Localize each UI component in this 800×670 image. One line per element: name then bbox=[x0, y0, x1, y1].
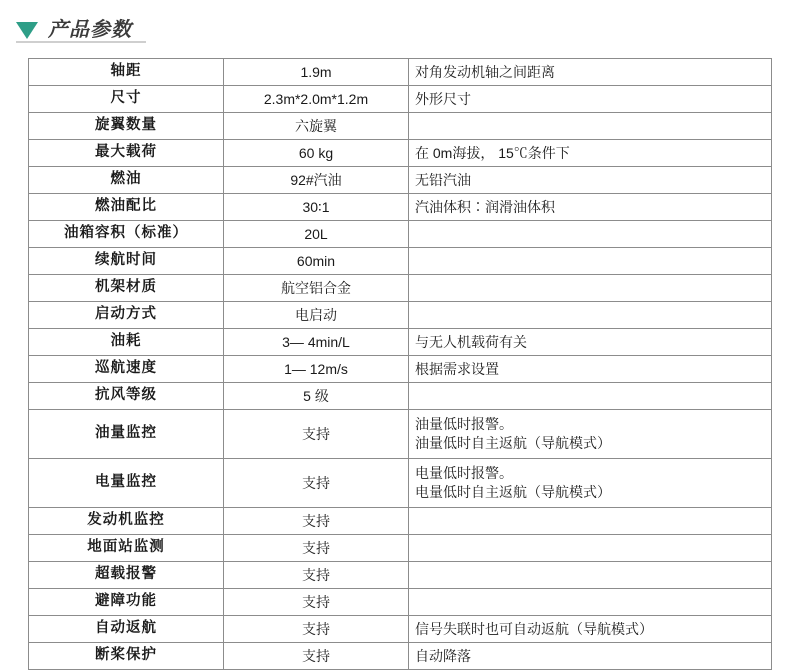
table-row bbox=[29, 589, 772, 616]
spec-note-cell bbox=[409, 113, 772, 140]
table-row bbox=[29, 302, 772, 329]
spec-name-cell: 自动返航 bbox=[29, 616, 224, 643]
spec-value-cell: 5 级 bbox=[224, 383, 409, 410]
triangle-down-icon bbox=[16, 22, 38, 39]
spec-value-cell: 92#汽油 bbox=[224, 167, 409, 194]
spec-name-cell: 燃油 bbox=[29, 167, 224, 194]
table-row bbox=[29, 86, 772, 113]
spec-note-line: 与无人机载荷有关 bbox=[415, 333, 527, 350]
spec-note-line: 根据需求设置 bbox=[415, 360, 499, 377]
spec-name-cell: 启动方式 bbox=[29, 302, 224, 329]
spec-note-cell bbox=[409, 248, 772, 275]
spec-name-cell: 续航时间 bbox=[29, 248, 224, 275]
spec-note-cell bbox=[409, 167, 772, 194]
spec-value-cell: 支持 bbox=[224, 410, 409, 459]
table-row bbox=[29, 410, 772, 459]
spec-name-cell: 电量监控 bbox=[29, 459, 224, 508]
spec-note-cell bbox=[409, 194, 772, 221]
spec-note-line: 外形尺寸 bbox=[415, 90, 471, 107]
spec-value-cell: 支持 bbox=[224, 643, 409, 670]
spec-value-cell: 支持 bbox=[224, 508, 409, 535]
spec-value-cell: 1— 12m/s bbox=[224, 356, 409, 383]
spec-name-cell: 旋翼数量 bbox=[29, 113, 224, 140]
spec-note-cell bbox=[409, 221, 772, 248]
spec-name-cell: 燃油配比 bbox=[29, 194, 224, 221]
spec-table bbox=[28, 58, 772, 670]
table-row bbox=[29, 562, 772, 589]
table-row bbox=[29, 194, 772, 221]
spec-value-cell: 支持 bbox=[224, 459, 409, 508]
spec-name-cell: 尺寸 bbox=[29, 86, 224, 113]
spec-note-cell bbox=[409, 508, 772, 535]
spec-name-cell: 断桨保护 bbox=[29, 643, 224, 670]
spec-note-line: 油量低时自主返航（导航模式） bbox=[415, 435, 611, 451]
spec-note-cell bbox=[409, 643, 772, 670]
spec-value-cell: 60min bbox=[224, 248, 409, 275]
table-row bbox=[29, 459, 772, 508]
spec-note-cell bbox=[409, 356, 772, 383]
spec-name-cell: 发动机监控 bbox=[29, 508, 224, 535]
table-row bbox=[29, 113, 772, 140]
spec-value-cell: 20L bbox=[224, 221, 409, 248]
spec-name-cell: 巡航速度 bbox=[29, 356, 224, 383]
spec-value-cell: 60 kg bbox=[224, 140, 409, 167]
spec-name-cell: 机架材质 bbox=[29, 275, 224, 302]
spec-name-cell: 避障功能 bbox=[29, 589, 224, 616]
section-header bbox=[0, 0, 800, 44]
spec-note-cell bbox=[409, 562, 772, 589]
spec-note-line: 自动降落 bbox=[415, 647, 471, 664]
spec-note-line: 在 0m海拔， 15℃条件下 bbox=[415, 144, 570, 161]
spec-value-cell: 支持 bbox=[224, 616, 409, 643]
title-underline bbox=[16, 41, 146, 43]
table-row bbox=[29, 508, 772, 535]
spec-note-cell bbox=[409, 329, 772, 356]
spec-note-cell bbox=[409, 535, 772, 562]
spec-value-cell: 支持 bbox=[224, 589, 409, 616]
spec-note-line: 电量低时报警。 bbox=[415, 465, 513, 482]
spec-note-line: 汽油体积∶润滑油体积 bbox=[415, 198, 555, 215]
spec-name-cell: 油箱容积（标准） bbox=[29, 221, 224, 248]
spec-note-line: 信号失联时也可自动返航（导航模式） bbox=[415, 620, 653, 637]
spec-note-cell bbox=[409, 86, 772, 113]
table-row bbox=[29, 59, 772, 86]
table-row bbox=[29, 140, 772, 167]
page-title: 产品参数 bbox=[48, 18, 132, 41]
table-row bbox=[29, 383, 772, 410]
spec-value-cell: 支持 bbox=[224, 535, 409, 562]
spec-note-cell bbox=[409, 59, 772, 86]
spec-table-wrapper bbox=[28, 58, 772, 670]
table-row bbox=[29, 535, 772, 562]
spec-value-cell: 六旋翼 bbox=[224, 113, 409, 140]
spec-value-cell: 支持 bbox=[224, 562, 409, 589]
spec-note-cell bbox=[409, 140, 772, 167]
spec-note-cell bbox=[409, 302, 772, 329]
spec-name-cell: 油量监控 bbox=[29, 410, 224, 459]
spec-note-cell bbox=[409, 459, 772, 508]
spec-note-cell bbox=[409, 275, 772, 302]
spec-value-cell: 2.3m*2.0m*1.2m bbox=[224, 86, 409, 113]
spec-name-cell: 轴距 bbox=[29, 59, 224, 86]
spec-name-cell: 油耗 bbox=[29, 329, 224, 356]
table-row bbox=[29, 167, 772, 194]
table-row bbox=[29, 248, 772, 275]
spec-note-line: 无铅汽油 bbox=[415, 171, 471, 188]
spec-note-line: 油量低时报警。 bbox=[415, 416, 513, 433]
spec-value-cell: 30∶1 bbox=[224, 194, 409, 221]
spec-name-cell: 最大载荷 bbox=[29, 140, 224, 167]
spec-note-line: 对角发动机轴之间距离 bbox=[415, 63, 555, 80]
table-row bbox=[29, 356, 772, 383]
table-row bbox=[29, 616, 772, 643]
spec-note-cell bbox=[409, 589, 772, 616]
spec-value-cell: 电启动 bbox=[224, 302, 409, 329]
table-row bbox=[29, 221, 772, 248]
spec-note-cell bbox=[409, 616, 772, 643]
spec-value-cell: 1.9m bbox=[224, 59, 409, 86]
spec-name-cell: 抗风等级 bbox=[29, 383, 224, 410]
table-row bbox=[29, 329, 772, 356]
spec-note-line: 电量低时自主返航（导航模式） bbox=[415, 484, 611, 500]
table-row bbox=[29, 643, 772, 670]
spec-value-cell: 3— 4min/L bbox=[224, 329, 409, 356]
spec-name-cell: 地面站监测 bbox=[29, 535, 224, 562]
table-row bbox=[29, 275, 772, 302]
spec-value-cell: 航空铝合金 bbox=[224, 275, 409, 302]
spec-note-cell bbox=[409, 410, 772, 459]
spec-name-cell: 超载报警 bbox=[29, 562, 224, 589]
spec-note-cell bbox=[409, 383, 772, 410]
spec-table-body bbox=[29, 59, 772, 670]
